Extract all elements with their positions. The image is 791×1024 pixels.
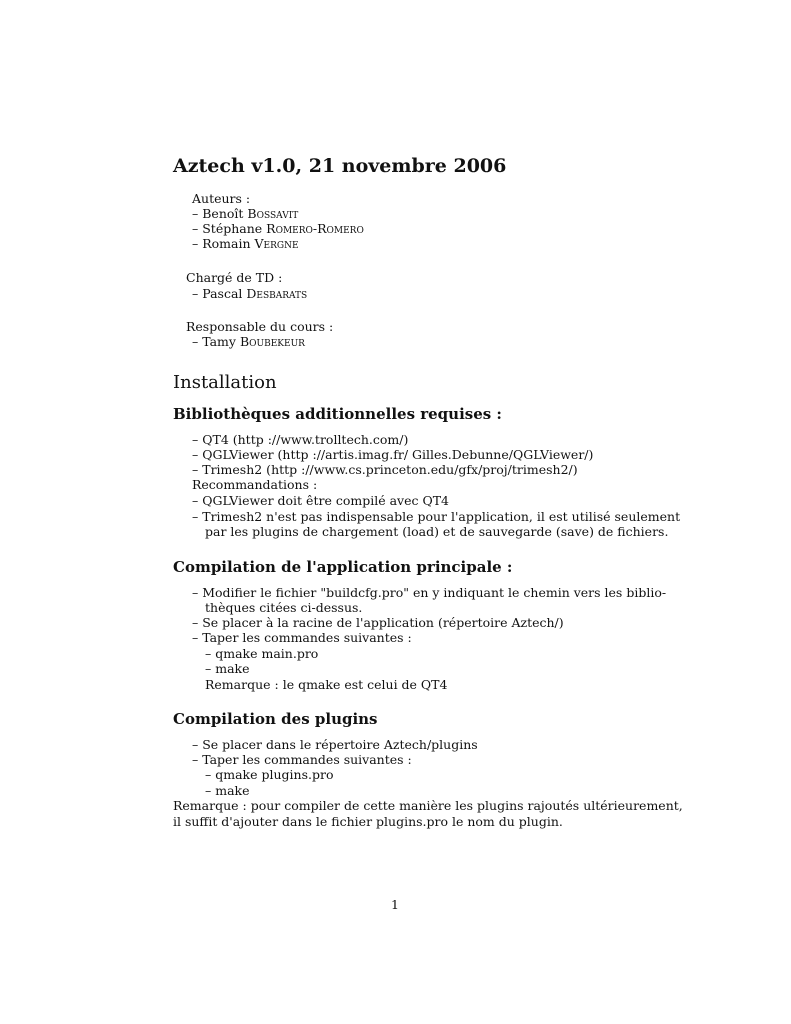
list-item: – QGLViewer (http ://artis.imag.fr/ Gilles.Debunne/QGLViewer/) [192,447,594,462]
list-item-continued: par les plugins de chargement (load) et de sauvegarde (save) de fichiers. [205,524,669,539]
command-item: – qmake plugins.pro [205,767,334,782]
list-item: – Se placer dans le répertoire Aztech/plugins [192,737,478,752]
command-item: – qmake main.pro [205,646,319,661]
subsection-libs-title: Bibliothèques additionnelles requises : [173,405,502,423]
page-number: 1 [391,897,399,912]
remark: Remarque : le qmake est celui de QT4 [205,677,448,692]
list-item: – Taper les commandes suivantes : [192,630,412,645]
command-item: – make [205,661,250,676]
list-item: – Taper les commandes suivantes : [192,752,412,767]
document-title: Aztech v1.0, 21 novembre 2006 [173,155,507,177]
subsection-main-title: Compilation de l'application principale : [173,558,513,576]
course-item: – Tamy Boubekeur [192,334,305,349]
author-item: – Benoît Bossavit [192,206,299,221]
command-item: – make [205,783,250,798]
course-label: Responsable du cours : [186,319,334,334]
section-installation-title: Installation [173,372,277,393]
list-item: – Trimesh2 n'est pas indispensable pour l'application, il est utilisé seulement [192,509,681,524]
td-item: – Pascal Desbarats [192,286,308,301]
list-item: – QGLViewer doit être compilé avec QT4 [192,493,449,508]
subsection-plugins-title: Compilation des plugins [173,710,378,728]
remark: il suffit d'ajouter dans le fichier plugins.pro le nom du plugin. [173,814,563,829]
list-item: – Se placer à la racine de l'application (répertoire Aztech/) [192,615,564,630]
remark: Remarque : pour compiler de cette manière les plugins rajoutés ultérieurement, [173,798,683,813]
author-item: – Romain Vergne [192,236,299,251]
author-item: – Stéphane Romero-Romero [192,221,364,236]
td-label: Chargé de TD : [186,270,283,285]
authors-label: Auteurs : [192,191,251,206]
list-item: – Trimesh2 (http ://www.cs.princeton.edu/gfx/proj/trimesh2/) [192,462,578,477]
reco-label: Recommandations : [192,477,318,492]
list-item-continued: thèques citées ci-dessus. [205,600,363,615]
list-item: – Modifier le fichier "buildcfg.pro" en y indiquant le chemin vers les biblio- [192,585,667,600]
list-item: – QT4 (http ://www.trolltech.com/) [192,432,409,447]
